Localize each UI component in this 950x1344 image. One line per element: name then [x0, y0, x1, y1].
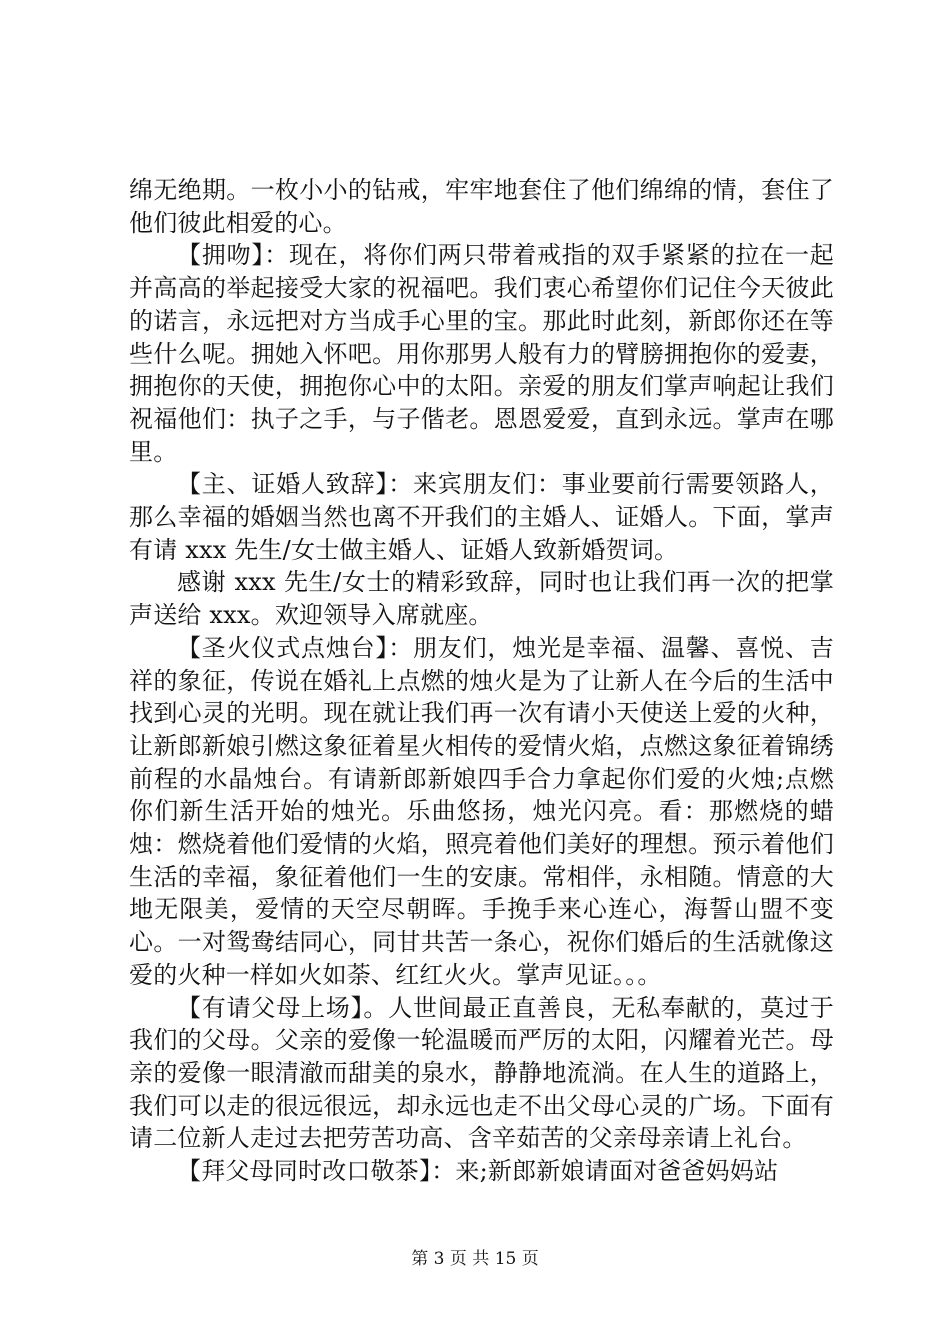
document-body — [129, 174, 834, 1188]
paragraph-candle-ceremony: 【圣火仪式点烛台】：朋友们，烛光是幸福、温馨、喜悦、吉祥的象征，传说在婚礼上点燃的烛火是为了让新人在今后的生活中找到心灵的光明。现在就让我们再一次有请小天使送上爱的火种，让新郎新娘引燃这象征着星火相传的爱情火焰，点燃这象征着锦绣前程的水晶烛台。有请新郎新娘四手合力拿起你们爱的火烛;点燃你们新生活开始的烛光。乐曲悠扬，烛光闪亮。看：那燃烧的蜡烛：燃烧着他们爱情的火焰，照亮着他们美好的理想。预示着他们生活的幸福，象征着他们一生的安康。常相伴，永相随。情意的大地无限美，爱情的天空尽朝晖。手挽手来心连心，海誓山盟不变心。一对鸳鸯结同心，同甘共苦一条心，祝你们婚后的生活就像这爱的火种一样如火如荼、红红火火。掌声见证。。。 — [129, 633, 834, 989]
page-footer: 第 3 页 共 15 页 — [411, 1249, 539, 1269]
paragraph-thanks: 感谢 xxx 先生/女士的精彩致辞，同时也让我们再一次的把掌声送给 xxx。欢迎领导入席就座。 — [129, 568, 834, 630]
paragraph-tea-ceremony: 【拜父母同时改口敬茶】：来;新郎新娘请面对爸爸妈妈站 — [177, 1157, 779, 1186]
paragraph-parents-entrance: 【有请父母上场】。人世间最正直善良，无私奉献的，莫过于我们的父母。父亲的爱像一轮温暖而严厉的太阳，闪耀着光芒。母亲的爱像一眼清澈而甜美的泉水，静静地流淌。在人生的道路上，我们可以走的很远很远，却永远也走不出父母心灵的广场。下面有请二位新人走过去把劳苦功高、含辛茹苦的父亲母亲请上礼台。 — [129, 993, 834, 1153]
paragraph-continuation: 绵无绝期。一枚小小的钻戒，牢牢地套住了他们绵绵的情，套住了他们彼此相爱的心。 — [129, 176, 834, 237]
paragraph-officiant-speech: 【主、证婚人致辞】：来宾朋友们：事业要前行需要领路人，那么幸福的婚姻当然也离不开我们的主婚人、证婚人。下面，掌声有请 xxx 先生/女士做主婚人、证婚人致新婚贺词。 — [129, 470, 834, 564]
paragraph-kiss: 【拥吻】：现在，将你们两只带着戒指的双手紧紧的拉在一起并高高的举起接受大家的祝福吧。我们衷心希望你们记住今天彼此的诺言，永远把对方当成手心里的宝。那此时此刻，新郎你还在等些什么呢。拥她入怀吧。用你那男人般有力的臂膀拥抱你的爱妻，拥抱你的天使，拥抱你心中的太阳。亲爱的朋友们掌声响起让我们祝福他们：执子之手，与子偕老。恩恩爱爱，直到永远。掌声在哪里。 — [129, 241, 834, 466]
